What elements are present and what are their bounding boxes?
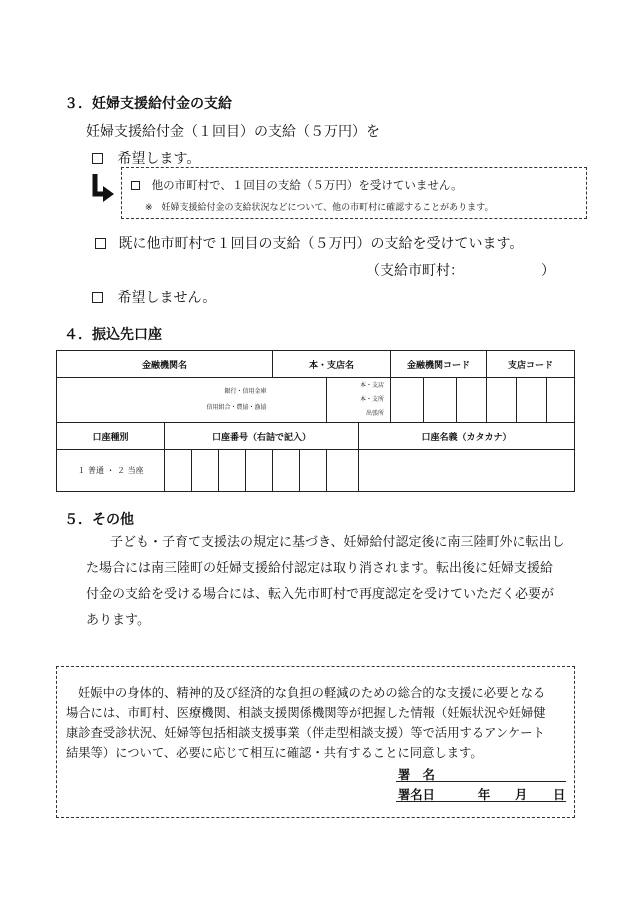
account-name-cell[interactable] xyxy=(359,450,575,492)
account-number-digit-6[interactable] xyxy=(300,450,327,492)
bank-type-2: 信用組合・農協・漁協 xyxy=(206,404,267,411)
branch-name-header: 本・支店名 xyxy=(273,351,391,378)
section3-heading: ３．妊婦支援給付金の支給 xyxy=(64,96,232,112)
branch-name-cell[interactable] xyxy=(327,378,391,423)
branch-code-header: 支店コード xyxy=(487,351,575,378)
paid-municipality-field[interactable]: （支給市町村： ） xyxy=(366,263,555,279)
account-number-header: 口座番号（右詰で記入） xyxy=(165,423,359,450)
section5-line-2: た場合には南三陸町の妊婦支援給付認定は取り消されます。転出後に妊婦支援給 xyxy=(86,561,553,576)
section3-lead: 妊婦支援給付金（１回目）の支給（５万円）を xyxy=(86,124,380,140)
branch-code-digit-2[interactable] xyxy=(547,378,575,423)
account-number-digit-1[interactable] xyxy=(165,450,192,492)
account-number-digit-5[interactable] xyxy=(273,450,300,492)
bank-name-cell[interactable] xyxy=(57,378,273,423)
consent-line-2: 場合には、市町村、医療機関、相談支援関係機関等が把握した情報（妊娠状況や妊婦健 xyxy=(66,706,546,720)
branch-code-digit-1[interactable] xyxy=(517,378,547,423)
signature-day-label: 日 xyxy=(553,788,566,802)
sub-condition-note: ※ 妊婦支援給付金の支給状況などについて、他の市町村に確認することがあります。 xyxy=(145,203,494,213)
account-number-digit-3[interactable] xyxy=(219,450,246,492)
section5-line-4: あります。 xyxy=(86,613,150,628)
signature-line[interactable] xyxy=(396,781,566,782)
option-wish[interactable] xyxy=(92,148,200,168)
consent-text xyxy=(66,683,570,763)
bank-code-header: 金融機関コード xyxy=(391,351,487,378)
consent-line-1: 妊娠中の身体的、精神的及び経済的な負担の軽減のための総合的な支援に必要となる xyxy=(78,686,546,700)
sub-condition-option[interactable] xyxy=(131,177,463,193)
bank-code-digit-1[interactable] xyxy=(391,378,424,423)
bank-name-cell-extra[interactable] xyxy=(273,378,327,423)
received-checkbox[interactable] xyxy=(95,238,106,249)
signature-date-label: 署名日 xyxy=(398,788,435,802)
wish-label: 希望します。 xyxy=(117,151,201,167)
bank-type-1: 銀行・信用金庫 xyxy=(224,388,267,395)
section5-body xyxy=(86,530,586,634)
account-number-digit-2[interactable] xyxy=(192,450,219,492)
consent-line-4: 結果等）について、必要に応じて相互に確認・共有することに同意します。 xyxy=(66,746,483,760)
wish-checkbox[interactable] xyxy=(92,153,103,164)
bank-code-digit-3[interactable] xyxy=(457,378,487,423)
bank-account-table xyxy=(56,350,575,492)
account-type-header: 口座種別 xyxy=(57,423,165,450)
account-name-header: 口座名義（カタカナ） xyxy=(359,423,575,450)
branch-type-3: 出張所 xyxy=(366,410,385,417)
option-no-wish[interactable] xyxy=(92,287,216,307)
bank-code-digit-4[interactable] xyxy=(487,378,517,423)
option-received[interactable] xyxy=(95,233,523,253)
account-number-digit-4[interactable] xyxy=(246,450,273,492)
section5-heading: ５．その他 xyxy=(64,512,134,528)
signature-month-label: 月 xyxy=(515,788,528,802)
branch-type-2: 本・支所 xyxy=(360,396,385,403)
no-wish-label: 希望しません。 xyxy=(117,290,217,306)
signature-label: 署 名 xyxy=(398,768,435,782)
received-label: 既に他市町村で１回目の支給（５万円）の支給を受けています。 xyxy=(118,236,524,252)
bank-code-digit-2[interactable] xyxy=(424,378,457,423)
account-type-cell[interactable]: １ 普通 ・ ２ 当座 xyxy=(57,450,165,492)
sub-condition-checkbox[interactable] xyxy=(131,181,140,190)
signature-year-label: 年 xyxy=(478,788,491,802)
signature-date-line[interactable] xyxy=(396,801,566,802)
section5-line-3: 付金の支給を受ける場合には、転入先市町村で再度認定を受けていただく必要が xyxy=(86,587,555,602)
arrow-down-right-icon xyxy=(90,174,116,212)
account-number-digit-7[interactable] xyxy=(327,450,359,492)
section4-heading: ４．振込先口座 xyxy=(64,327,162,343)
bank-name-header: 金融機関名 xyxy=(57,351,273,378)
section5-line-1: 子ども・子育て支援法の規定に基づき、妊婦給付認定後に南三陸町外に転出し xyxy=(110,535,565,550)
no-wish-checkbox[interactable] xyxy=(92,292,103,303)
branch-type-1: 本・支店 xyxy=(360,382,385,389)
sub-condition-label: 他の市町村で、１回目の支給（５万円）を受けていません。 xyxy=(151,178,463,192)
consent-line-3: 康診査受診状況、妊婦等包括相談支援事業（伴走型相談支援）等で活用するアンケート xyxy=(66,726,545,740)
